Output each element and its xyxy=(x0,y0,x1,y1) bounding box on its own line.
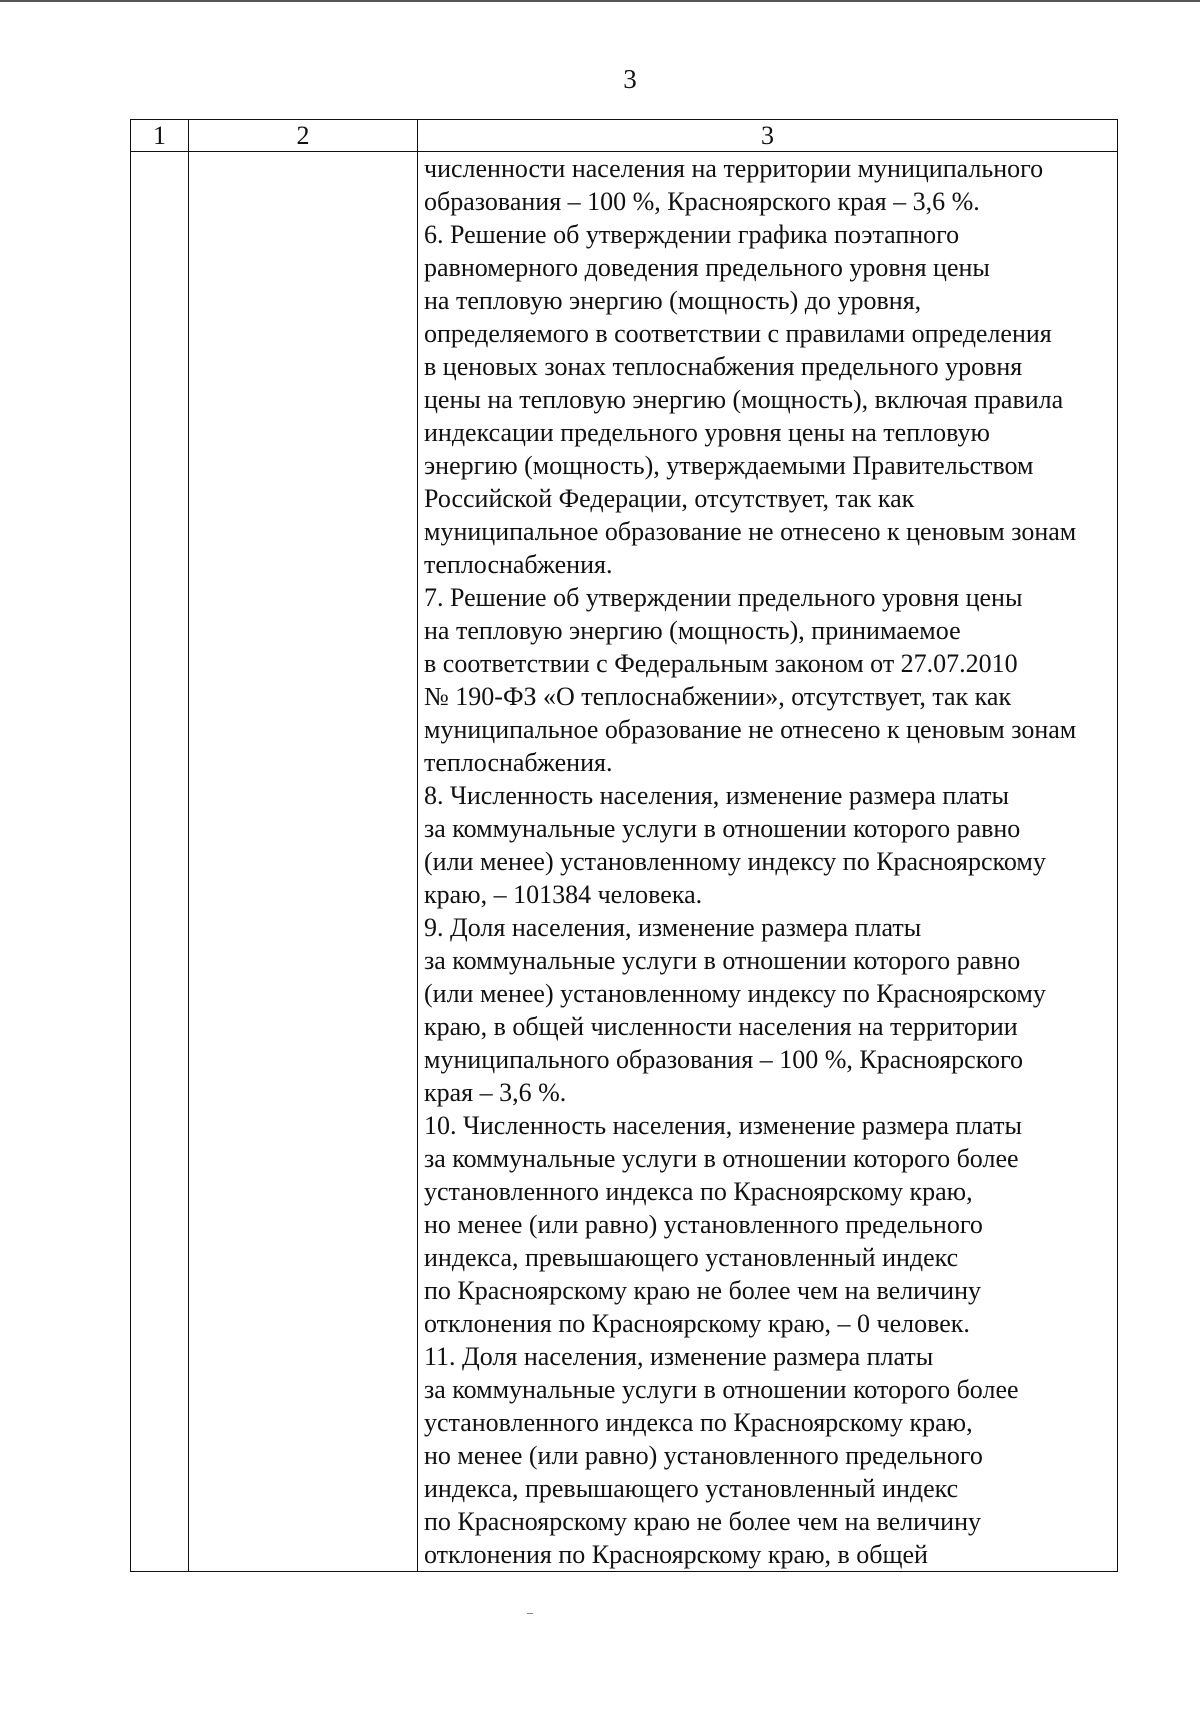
text-line: установленного индекса по Красноярскому краю, xyxy=(424,1177,973,1206)
column-1-cell xyxy=(131,152,189,1572)
text-line: краю, в общей численности населения на территории xyxy=(424,1012,1018,1041)
text-line: за коммунальные услуги в отношении которого более xyxy=(424,1375,1019,1404)
text-line: 11. Доля населения, изменение размера платы xyxy=(424,1342,934,1371)
text-line: индекса, превышающего установленный индекс xyxy=(424,1474,959,1503)
text-line: (или менее) установленному индексу по Красноярскому xyxy=(424,979,1046,1008)
document-table xyxy=(130,119,1118,1572)
text-line: муниципальное образование не отнесено к ценовым зонам xyxy=(424,517,1077,546)
table-row xyxy=(131,152,1118,1572)
text-line: Российской Федерации, отсутствует, так как xyxy=(424,484,915,513)
text-line: по Красноярскому краю не более чем на величину xyxy=(424,1276,981,1305)
text-line: установленного индекса по Красноярскому краю, xyxy=(424,1408,973,1437)
text-line: отклонения по Красноярскому краю, – 0 человек. xyxy=(424,1309,970,1338)
text-line: муниципальное образование не отнесено к ценовым зонам xyxy=(424,715,1077,744)
text-line: отклонения по Красноярскому краю, в общей xyxy=(424,1540,928,1569)
text-line: 10. Численность населения, изменение размера платы xyxy=(424,1111,1022,1140)
table-header-row xyxy=(131,120,1118,152)
text-line: в соответствии с Федеральным законом от 27.07.2010 xyxy=(424,649,1018,678)
text-line: теплоснабжения. xyxy=(424,748,613,777)
text-line: энергию (мощность), утверждаемыми Правительством xyxy=(424,451,1034,480)
text-line: по Красноярскому краю не более чем на величину xyxy=(424,1507,981,1536)
scan-mark xyxy=(527,1613,533,1614)
text-line: численности населения на территории муниципального xyxy=(424,154,1044,183)
text-line: в ценовых зонах теплоснабжения предельного уровня xyxy=(424,352,1023,381)
text-line: края – 3,6 %. xyxy=(424,1078,567,1107)
text-line: образования – 100 %, Красноярского края – 3,6 %. xyxy=(424,187,980,216)
column-2-cell xyxy=(189,152,418,1572)
text-line: равномерного доведения предельного уровня цены xyxy=(424,253,990,282)
text-line: но менее (или равно) установленного предельного xyxy=(424,1210,983,1239)
text-line: 9. Доля населения, изменение размера платы xyxy=(424,913,922,942)
text-line: индекса, превышающего установленный индекс xyxy=(424,1243,959,1272)
page-number: 3 xyxy=(623,64,637,94)
text-line: теплоснабжения. xyxy=(424,550,613,579)
text-line: 6. Решение об утверждении графика поэтапного xyxy=(424,220,960,249)
text-line: № 190-ФЗ «О теплоснабжении», отсутствует, так как xyxy=(424,682,1012,711)
text-line: за коммунальные услуги в отношении которого более xyxy=(424,1144,1019,1173)
column-header-1: 1 xyxy=(131,120,189,152)
text-line: краю, – 101384 человека. xyxy=(424,880,703,909)
text-line: индексации предельного уровня цены на тепловую xyxy=(424,418,990,447)
page-top-edge xyxy=(0,0,1200,2)
column-header-3: 3 xyxy=(418,120,1118,152)
text-line: определяемого в соответствии с правилами определения xyxy=(424,319,1052,348)
text-line: муниципального образования – 100 %, Красноярского xyxy=(424,1045,1024,1074)
text-line: за коммунальные услуги в отношении которого равно xyxy=(424,946,1021,975)
text-line: (или менее) установленному индексу по Красноярскому xyxy=(424,847,1046,876)
text-line: но менее (или равно) установленного предельного xyxy=(424,1441,983,1470)
text-line: на тепловую энергию (мощность) до уровня, xyxy=(424,286,922,315)
column-3-cell xyxy=(418,152,1118,1572)
text-line: 8. Численность населения, изменение размера платы xyxy=(424,781,1009,810)
text-line: цены на тепловую энергию (мощность), включая правила xyxy=(424,385,1064,414)
column-header-2: 2 xyxy=(189,120,418,152)
text-line: 7. Решение об утверждении предельного уровня цены xyxy=(424,583,1023,612)
text-line: на тепловую энергию (мощность), принимаемое xyxy=(424,616,961,645)
text-line: за коммунальные услуги в отношении которого равно xyxy=(424,814,1021,843)
